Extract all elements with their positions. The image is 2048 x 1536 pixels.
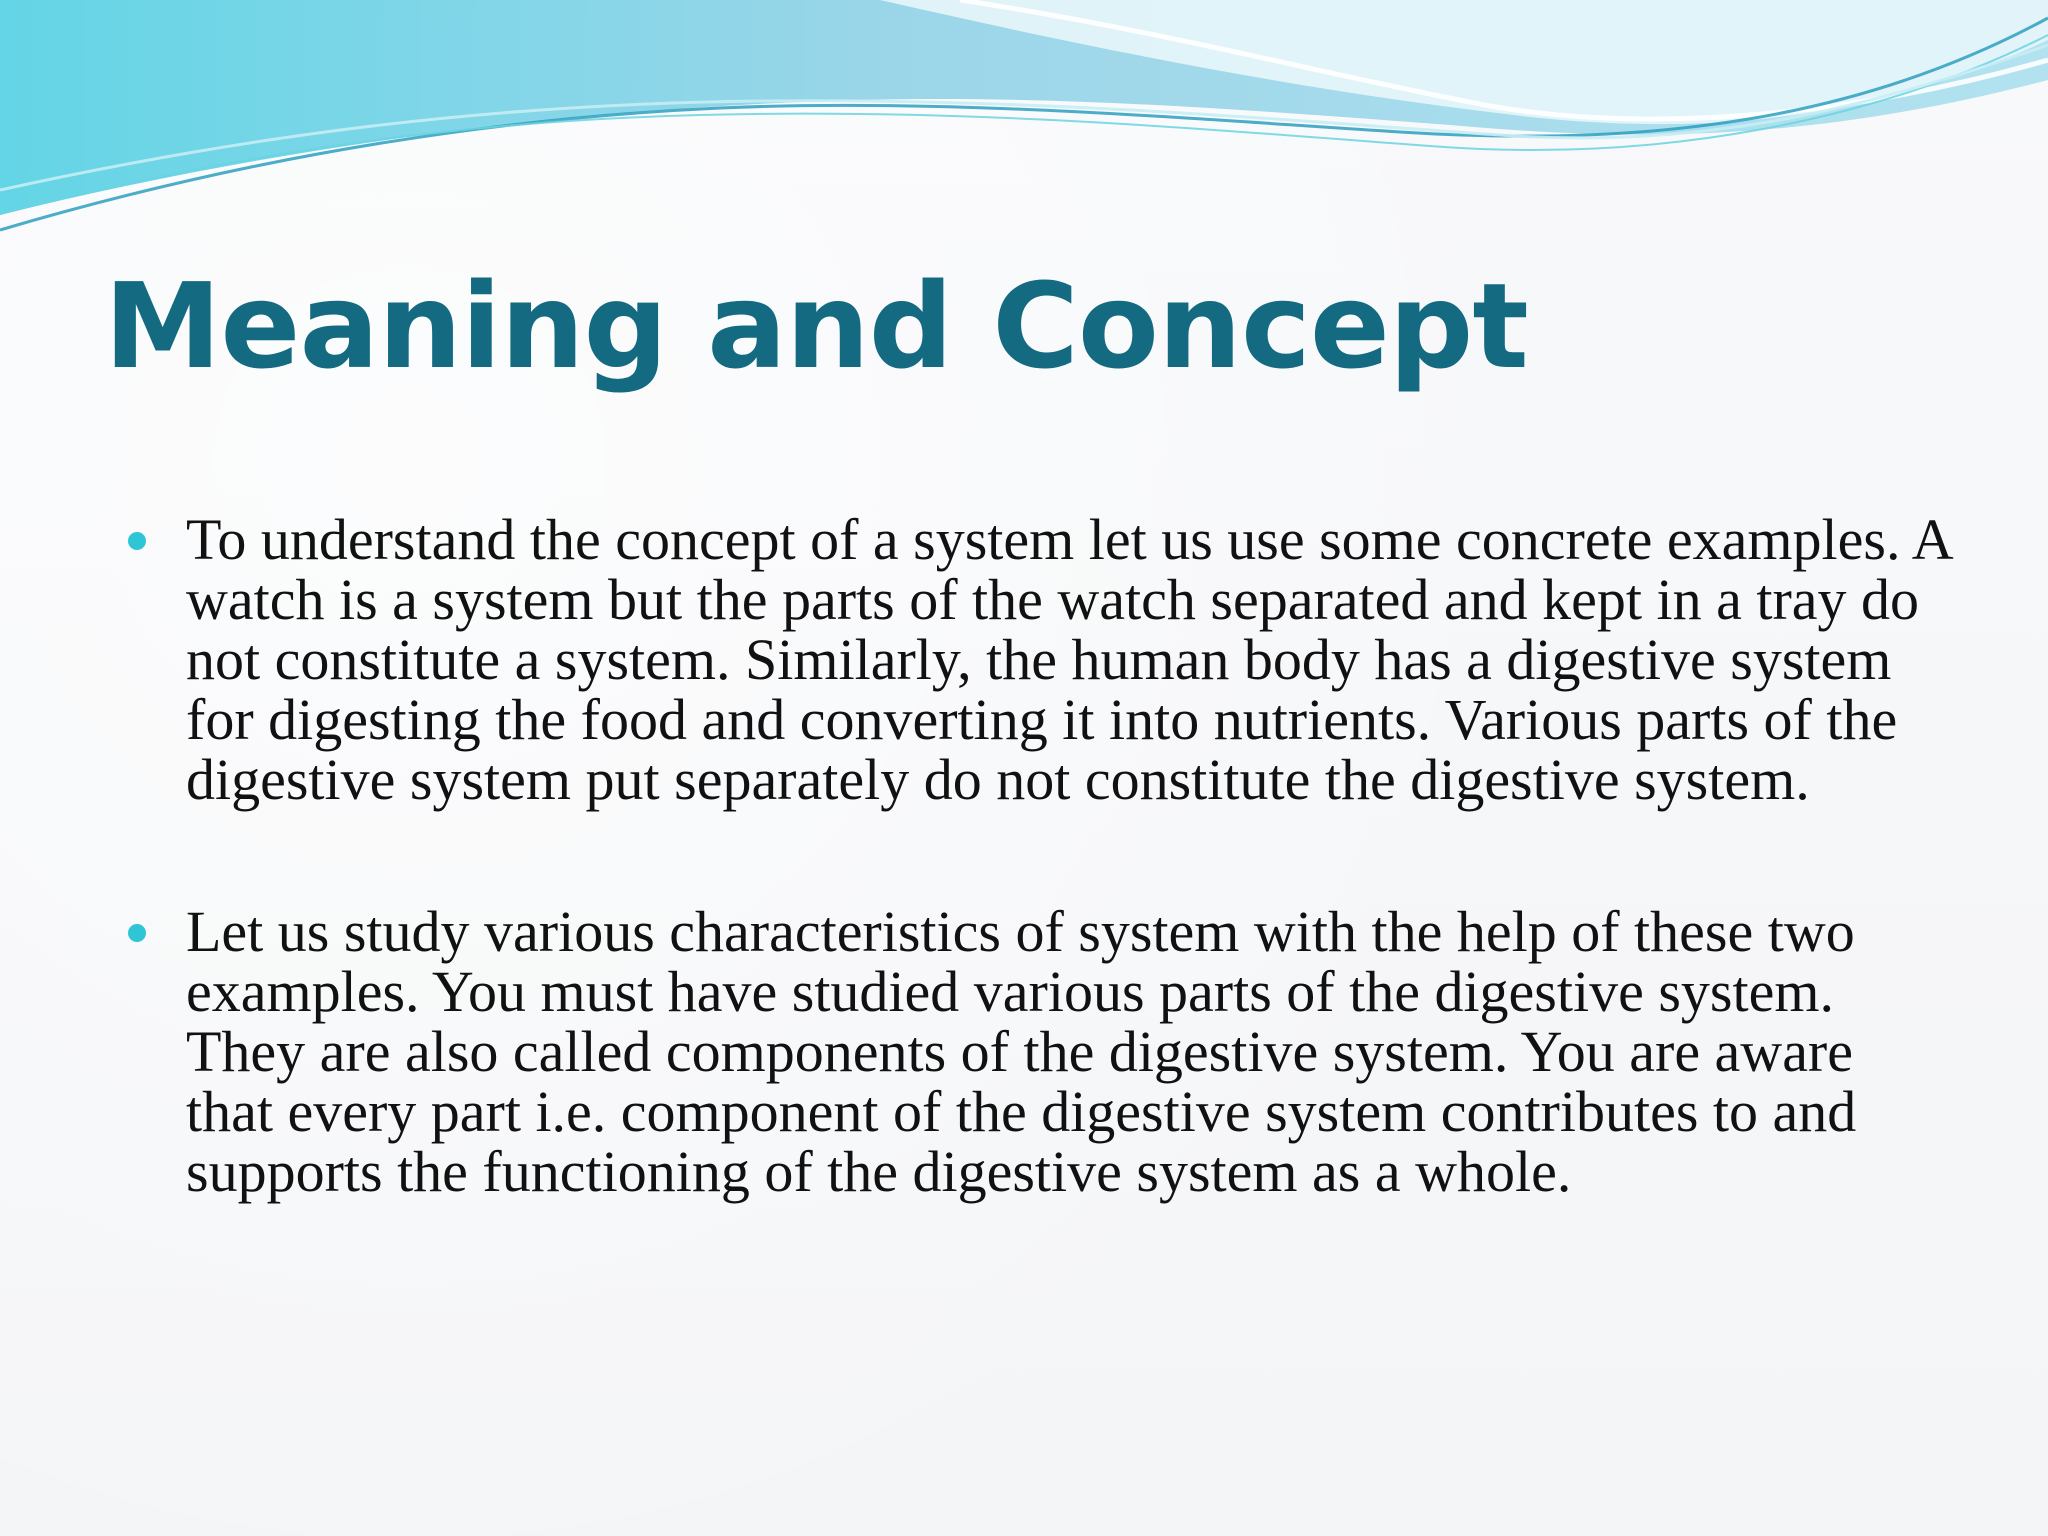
bullet-item [122,899,1952,1204]
bullet-dot-icon [128,924,146,942]
slide-title: Meaning and Concept [104,257,1528,395]
bullet-list [122,507,1952,1294]
bullet-item [122,507,1952,812]
bullet-dot-icon [128,532,146,550]
bullet-text: Let us study various characteristics of system with the help of these two examples. You must have studied various parts of the digestive system. They are also called components of the digestive system. You are aware that every part i.e. component of the digestive system contributes to and supports the functioning of the digestive system as a whole. [186,899,1857,1204]
bullet-text: To understand the concept of a system let us use some concrete examples. A watch is a system but the parts of the watch separated and kept in a tray do not constitute a system. Similarly, the human body has a digestive system for digesting the food and converting it into nutrients. Various parts of the digestive system put separately do not constitute the digestive system. [186,507,1951,812]
header-wave-decoration [0,0,2048,240]
